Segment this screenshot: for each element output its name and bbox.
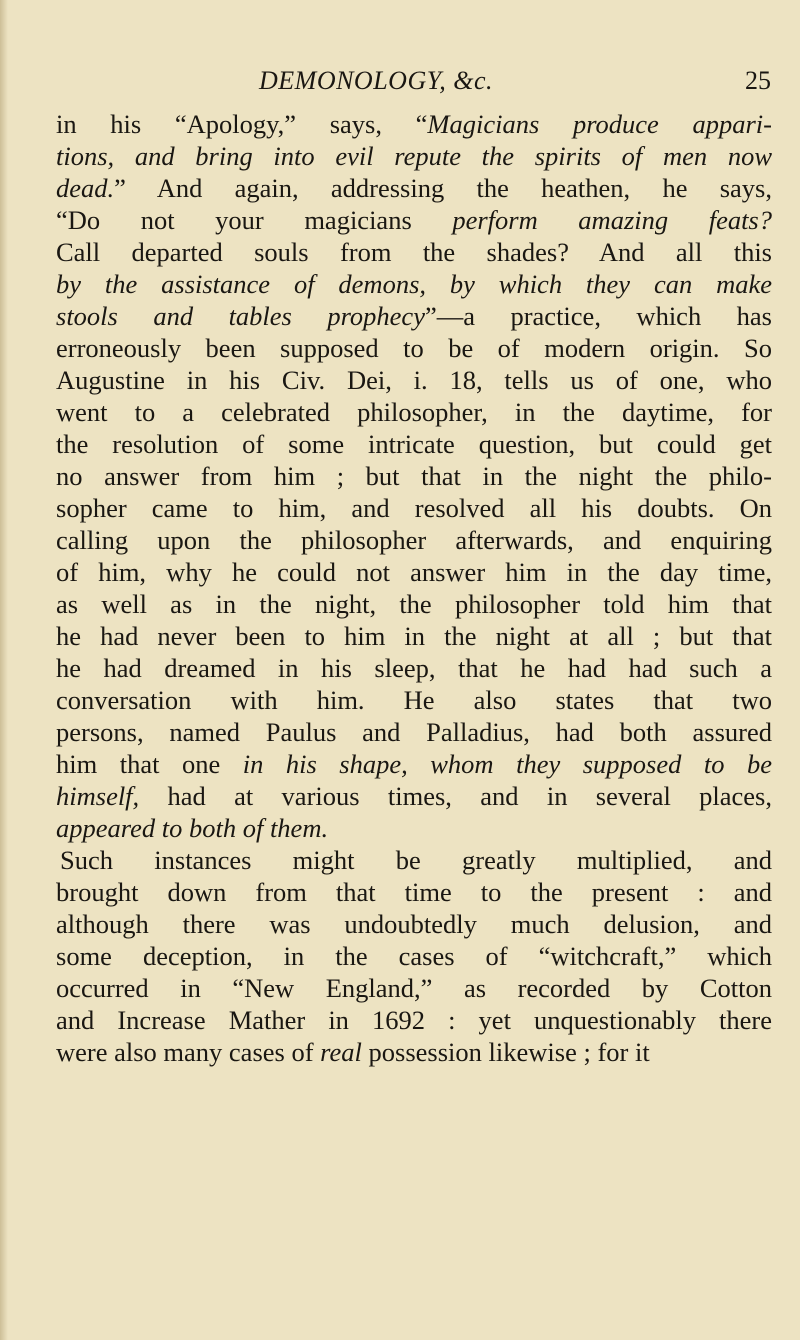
text-span: Call departed souls from the shades? And all this	[56, 237, 772, 267]
text-span: he had dreamed in his sleep, that he had had such a	[56, 653, 772, 683]
text-line	[56, 780, 772, 812]
italic-text-span: perform amazing feats?	[452, 205, 772, 235]
text-line	[56, 204, 772, 236]
text-line	[56, 1036, 772, 1068]
text-line	[56, 492, 772, 524]
text-span: sopher came to him, and resolved all his doubts. On	[56, 493, 772, 523]
text-line	[56, 844, 772, 876]
text-line	[56, 364, 772, 396]
text-line	[56, 652, 772, 684]
text-line	[56, 172, 772, 204]
italic-text-span: by the assistance of demons, by which they can make	[56, 269, 772, 299]
text-line	[56, 556, 772, 588]
italic-text-span: in his shape, whom they supposed to be	[242, 749, 772, 779]
text-span: Augustine in his Civ. Dei, i. 18, tells us of one, who	[56, 365, 772, 395]
text-line	[56, 300, 772, 332]
text-line	[56, 108, 772, 140]
text-span: went to a celebrated philosopher, in the daytime, for	[56, 397, 772, 427]
text-line	[56, 140, 772, 172]
text-span: calling upon the philosopher afterwards, and enquiring	[56, 525, 772, 555]
text-line	[56, 332, 772, 364]
text-span: the resolution of some intricate question, but could get	[56, 429, 772, 459]
italic-text-span: stools and tables prophecy	[56, 301, 425, 331]
page-edge-shadow	[0, 0, 8, 1340]
italic-text-span: Magicians produce appari-	[427, 109, 772, 139]
page-number: 25	[745, 66, 771, 95]
text-line	[56, 812, 772, 844]
text-span: conversation with him. He also states that two	[56, 685, 772, 715]
text-line	[56, 524, 772, 556]
text-span: no answer from him ; but that in the night the philo-	[56, 461, 772, 491]
italic-text-span: dead.	[56, 173, 115, 203]
text-line	[56, 908, 772, 940]
italic-text-span: himself,	[56, 781, 140, 811]
text-line	[56, 236, 772, 268]
text-line	[56, 460, 772, 492]
italic-text-span: real	[320, 1037, 362, 1067]
italic-text-span: tions, and bring into evil repute the spirits of men now	[56, 141, 772, 171]
running-title: DEMONOLOGY, &c.	[259, 66, 494, 95]
text-span: although there was undoubtedly much delusion, and	[56, 909, 772, 939]
body-text	[56, 108, 772, 1068]
text-span: and Increase Mather in 1692 : yet unquestionably there	[56, 1005, 772, 1035]
text-line	[56, 716, 772, 748]
italic-text-span: appeared to both of them.	[56, 813, 329, 843]
text-span: brought down from that time to the present : and	[56, 877, 772, 907]
text-line	[56, 972, 772, 1004]
text-line	[56, 428, 772, 460]
text-span: as well as in the night, the philosopher told him that	[56, 589, 772, 619]
text-span: persons, named Paulus and Palladius, had both assured	[56, 717, 772, 747]
text-line	[56, 1004, 772, 1036]
text-span: erroneously been supposed to be of modern origin. So	[56, 333, 772, 363]
text-span: in his “Apology,” says, “	[56, 109, 428, 139]
text-line	[56, 684, 772, 716]
text-span: of him, why he could not answer him in the day time,	[56, 557, 772, 587]
text-span: ”—a practice, which has	[424, 301, 772, 331]
text-span: Such instances might be greatly multiplied, and	[60, 845, 772, 875]
text-span: him that one	[56, 749, 243, 779]
page-header	[255, 66, 775, 106]
text-line	[56, 396, 772, 428]
text-span: were also many cases of	[56, 1037, 321, 1067]
text-line	[56, 268, 772, 300]
text-line	[56, 748, 772, 780]
text-span: ” And again, addressing the heathen, he says,	[114, 173, 772, 203]
text-span: occurred in “New England,” as recorded by Cotton	[56, 973, 772, 1003]
text-span: possession likewise ; for it	[361, 1037, 650, 1067]
text-span: “Do not your magicians	[56, 205, 453, 235]
text-line	[56, 588, 772, 620]
text-span: he had never been to him in the night at all ; but that	[56, 621, 772, 651]
text-line	[56, 876, 772, 908]
text-line	[56, 940, 772, 972]
text-span: had at various times, and in several places,	[139, 781, 772, 811]
text-span: some deception, in the cases of “witchcraft,” which	[56, 941, 772, 971]
text-line	[56, 620, 772, 652]
